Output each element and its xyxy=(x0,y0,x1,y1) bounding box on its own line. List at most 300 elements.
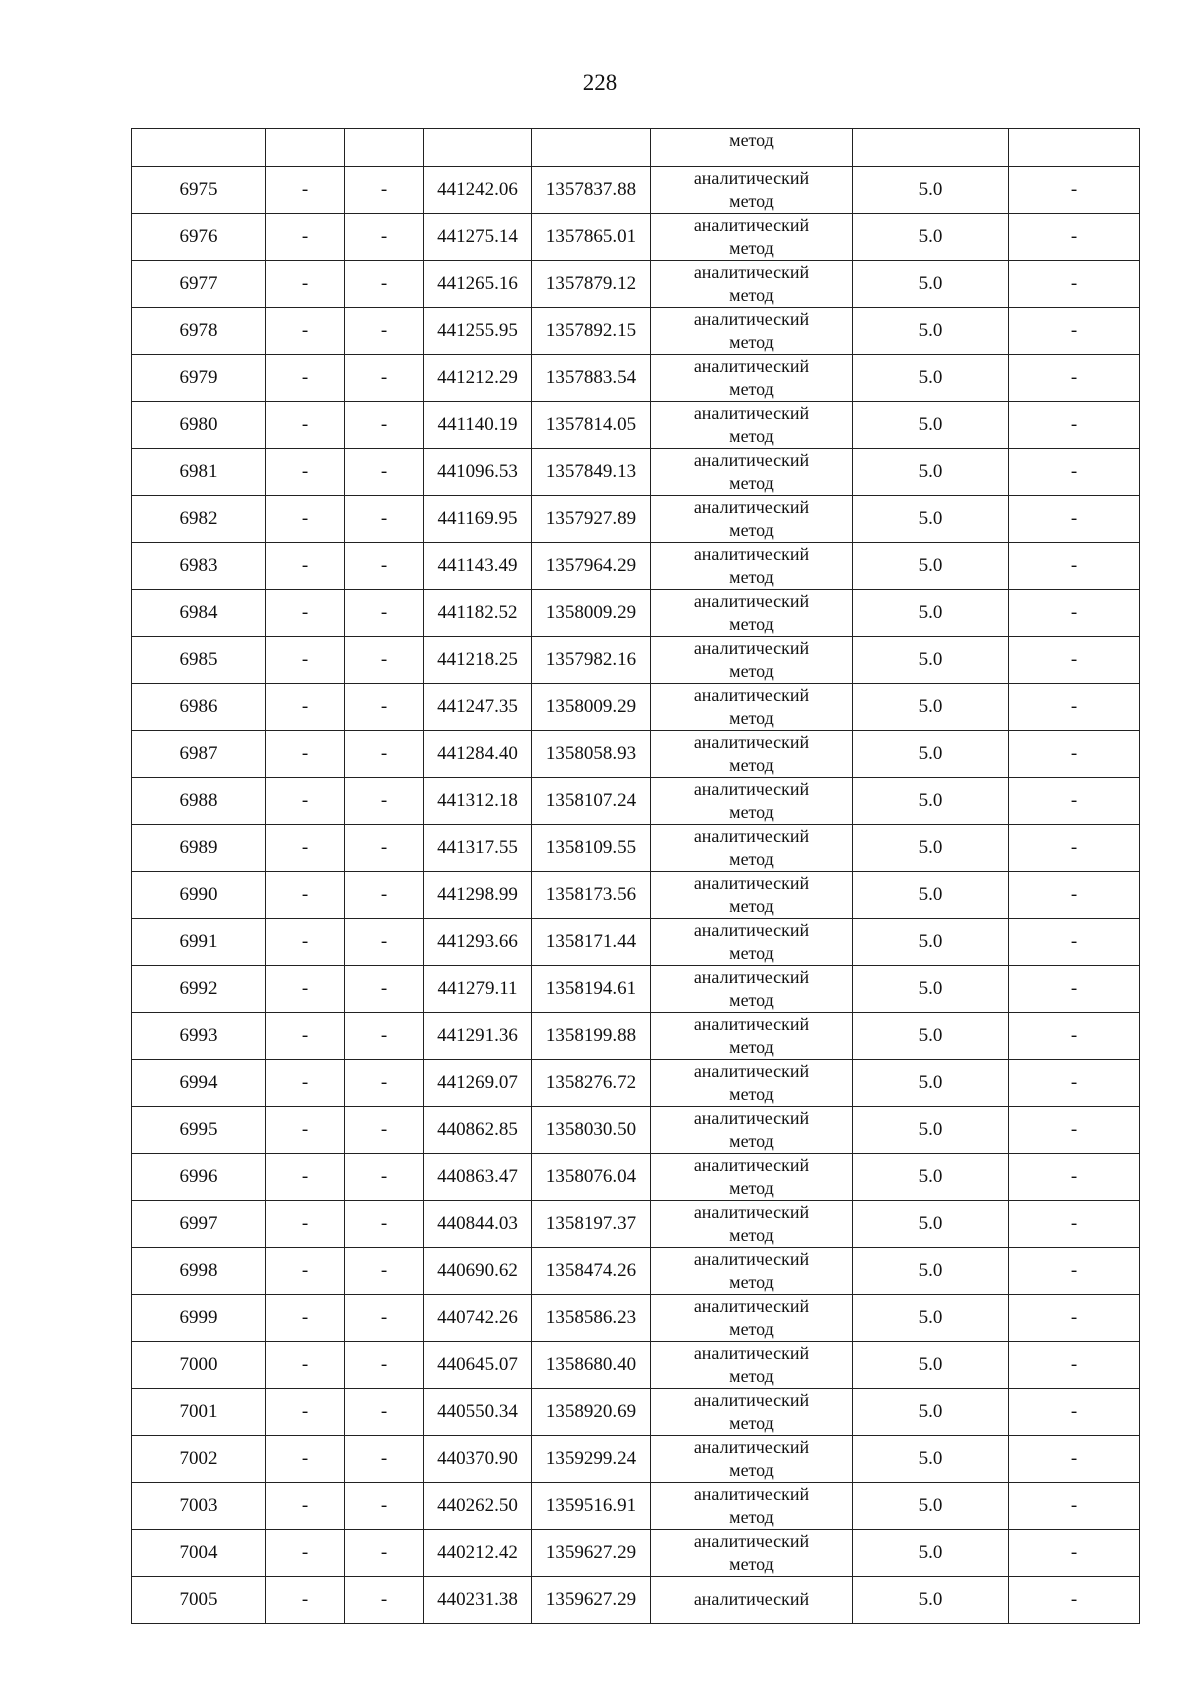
cell-note: - xyxy=(1009,966,1140,1013)
method-line-2: метод xyxy=(729,1366,774,1386)
method-line-2: метод xyxy=(729,802,774,822)
cell-accuracy: 5.0 xyxy=(853,1436,1009,1483)
cell-y-coordinate: 1358197.37 xyxy=(532,1201,651,1248)
table-row xyxy=(132,496,1140,543)
cell-dash: - xyxy=(345,261,424,308)
cell-method xyxy=(651,496,853,543)
cell-point-number: 6996 xyxy=(132,1154,266,1201)
cell-dash: - xyxy=(345,449,424,496)
cell-method xyxy=(651,1295,853,1342)
cell-dash: - xyxy=(345,872,424,919)
cell-accuracy: 5.0 xyxy=(853,825,1009,872)
method-line-2: метод xyxy=(729,332,774,352)
cell-point-number: 6990 xyxy=(132,872,266,919)
cell-method xyxy=(651,1436,853,1483)
cell-dash: - xyxy=(266,496,345,543)
cell-point-number: 6984 xyxy=(132,590,266,637)
cell-note: - xyxy=(1009,637,1140,684)
method-line-2: метод xyxy=(729,238,774,258)
cell-y-coordinate: 1358076.04 xyxy=(532,1154,651,1201)
cell-empty xyxy=(532,129,651,167)
cell-accuracy: 5.0 xyxy=(853,1530,1009,1577)
cell-x-coordinate: 441247.35 xyxy=(424,684,532,731)
table-row xyxy=(132,1530,1140,1577)
cell-empty xyxy=(345,129,424,167)
cell-point-number: 7001 xyxy=(132,1389,266,1436)
cell-x-coordinate: 440863.47 xyxy=(424,1154,532,1201)
cell-method xyxy=(651,1201,853,1248)
cell-note: - xyxy=(1009,1013,1140,1060)
table-row xyxy=(132,402,1140,449)
cell-accuracy: 5.0 xyxy=(853,402,1009,449)
cell-accuracy: 5.0 xyxy=(853,1248,1009,1295)
method-line-2: метод xyxy=(729,708,774,728)
cell-dash: - xyxy=(266,1530,345,1577)
cell-y-coordinate: 1358474.26 xyxy=(532,1248,651,1295)
cell-dash: - xyxy=(345,355,424,402)
cell-point-number: 6998 xyxy=(132,1248,266,1295)
cell-x-coordinate: 441169.95 xyxy=(424,496,532,543)
cell-x-coordinate: 441242.06 xyxy=(424,167,532,214)
method-line-2: метод xyxy=(729,473,774,493)
cell-dash: - xyxy=(266,355,345,402)
cell-note: - xyxy=(1009,308,1140,355)
method-line-1: аналитический xyxy=(693,967,810,987)
cell-y-coordinate: 1358173.56 xyxy=(532,872,651,919)
cell-y-coordinate: 1358920.69 xyxy=(532,1389,651,1436)
method-line-2: метод xyxy=(729,285,774,305)
table-row xyxy=(132,637,1140,684)
cell-x-coordinate: 440212.42 xyxy=(424,1530,532,1577)
table-row xyxy=(132,1342,1140,1389)
cell-x-coordinate: 441255.95 xyxy=(424,308,532,355)
cell-dash: - xyxy=(345,402,424,449)
cell-method xyxy=(651,1060,853,1107)
cell-y-coordinate: 1357982.16 xyxy=(532,637,651,684)
cell-dash: - xyxy=(345,919,424,966)
cell-dash: - xyxy=(266,214,345,261)
method-line-2: метод xyxy=(729,520,774,540)
cell-dash: - xyxy=(345,167,424,214)
cell-accuracy: 5.0 xyxy=(853,308,1009,355)
cell-point-number: 6977 xyxy=(132,261,266,308)
cell-point-number: 6987 xyxy=(132,731,266,778)
cell-dash: - xyxy=(345,496,424,543)
cell-y-coordinate: 1357883.54 xyxy=(532,355,651,402)
cell-dash: - xyxy=(345,1248,424,1295)
cell-dash: - xyxy=(266,1577,345,1624)
cell-point-number: 6979 xyxy=(132,355,266,402)
cell-dash: - xyxy=(266,1436,345,1483)
cell-y-coordinate: 1358107.24 xyxy=(532,778,651,825)
cell-x-coordinate: 441293.66 xyxy=(424,919,532,966)
cell-point-number: 6986 xyxy=(132,684,266,731)
table-row-continuation xyxy=(132,129,1140,167)
table-row xyxy=(132,919,1140,966)
cell-point-number: 6997 xyxy=(132,1201,266,1248)
table-row xyxy=(132,778,1140,825)
cell-y-coordinate: 1358109.55 xyxy=(532,825,651,872)
method-line-2: метод xyxy=(729,1272,774,1292)
cell-note: - xyxy=(1009,449,1140,496)
table-row xyxy=(132,355,1140,402)
cell-x-coordinate: 440844.03 xyxy=(424,1201,532,1248)
cell-x-coordinate: 441312.18 xyxy=(424,778,532,825)
table-row xyxy=(132,590,1140,637)
method-line-2: метод xyxy=(729,1507,774,1527)
method-line-2: метод xyxy=(729,990,774,1010)
cell-dash: - xyxy=(266,1060,345,1107)
cell-accuracy: 5.0 xyxy=(853,496,1009,543)
cell-point-number: 7002 xyxy=(132,1436,266,1483)
cell-dash: - xyxy=(266,1107,345,1154)
cell-dash: - xyxy=(266,167,345,214)
cell-point-number: 7004 xyxy=(132,1530,266,1577)
cell-accuracy: 5.0 xyxy=(853,919,1009,966)
table-row xyxy=(132,449,1140,496)
cell-note: - xyxy=(1009,1436,1140,1483)
cell-note: - xyxy=(1009,1154,1140,1201)
cell-dash: - xyxy=(266,590,345,637)
cell-dash: - xyxy=(345,731,424,778)
cell-dash: - xyxy=(345,590,424,637)
method-line-2: метод xyxy=(729,191,774,211)
cell-dash: - xyxy=(266,1342,345,1389)
cell-note: - xyxy=(1009,1483,1140,1530)
cell-x-coordinate: 440690.62 xyxy=(424,1248,532,1295)
cell-method xyxy=(651,355,853,402)
method-line-1: аналитический xyxy=(693,544,810,564)
cell-x-coordinate: 440550.34 xyxy=(424,1389,532,1436)
method-line-1: аналитический xyxy=(693,732,810,752)
cell-dash: - xyxy=(345,778,424,825)
table-row xyxy=(132,1577,1140,1624)
cell-x-coordinate: 441291.36 xyxy=(424,1013,532,1060)
table-row xyxy=(132,308,1140,355)
cell-y-coordinate: 1357814.05 xyxy=(532,402,651,449)
cell-accuracy: 5.0 xyxy=(853,1060,1009,1107)
cell-dash: - xyxy=(266,402,345,449)
cell-method xyxy=(651,543,853,590)
cell-dash: - xyxy=(266,872,345,919)
cell-x-coordinate: 440231.38 xyxy=(424,1577,532,1624)
method-line-1: аналитический xyxy=(693,1296,810,1316)
cell-accuracy: 5.0 xyxy=(853,449,1009,496)
coordinates-table xyxy=(131,128,1140,1624)
cell-dash: - xyxy=(345,1577,424,1624)
cell-method xyxy=(651,1483,853,1530)
method-line-1: аналитический xyxy=(693,873,810,893)
method-line-2: метод xyxy=(729,661,774,681)
cell-point-number: 6992 xyxy=(132,966,266,1013)
cell-point-number: 6980 xyxy=(132,402,266,449)
method-line-2: метод xyxy=(729,1554,774,1574)
cell-dash: - xyxy=(266,1295,345,1342)
cell-note: - xyxy=(1009,1342,1140,1389)
cell-dash: - xyxy=(266,308,345,355)
cell-note: - xyxy=(1009,1107,1140,1154)
cell-method xyxy=(651,449,853,496)
cell-y-coordinate: 1358058.93 xyxy=(532,731,651,778)
table-row xyxy=(132,1154,1140,1201)
cell-method xyxy=(651,1577,853,1624)
cell-y-coordinate: 1359299.24 xyxy=(532,1436,651,1483)
method-line-1: аналитический xyxy=(693,497,810,517)
method-line-1: аналитический xyxy=(693,1155,810,1175)
method-line-2: метод xyxy=(729,1319,774,1339)
cell-method: метод xyxy=(651,129,853,167)
cell-y-coordinate: 1357865.01 xyxy=(532,214,651,261)
table-row xyxy=(132,1295,1140,1342)
cell-dash: - xyxy=(266,449,345,496)
cell-empty xyxy=(1009,129,1140,167)
method-line-2: метод xyxy=(729,1084,774,1104)
cell-empty xyxy=(266,129,345,167)
method-line-1: аналитический xyxy=(693,262,810,282)
cell-point-number: 6982 xyxy=(132,496,266,543)
cell-x-coordinate: 441140.19 xyxy=(424,402,532,449)
table-row xyxy=(132,825,1140,872)
cell-dash: - xyxy=(266,825,345,872)
cell-x-coordinate: 441298.99 xyxy=(424,872,532,919)
cell-accuracy: 5.0 xyxy=(853,590,1009,637)
cell-accuracy: 5.0 xyxy=(853,1577,1009,1624)
cell-point-number: 6975 xyxy=(132,167,266,214)
cell-point-number: 7005 xyxy=(132,1577,266,1624)
cell-dash: - xyxy=(345,684,424,731)
cell-dash: - xyxy=(266,261,345,308)
method-line-2: метод xyxy=(729,755,774,775)
cell-point-number: 7000 xyxy=(132,1342,266,1389)
cell-dash: - xyxy=(266,684,345,731)
cell-point-number: 6994 xyxy=(132,1060,266,1107)
cell-accuracy: 5.0 xyxy=(853,1295,1009,1342)
method-line-1: аналитический xyxy=(693,685,810,705)
cell-y-coordinate: 1359516.91 xyxy=(532,1483,651,1530)
cell-x-coordinate: 441279.11 xyxy=(424,966,532,1013)
cell-method xyxy=(651,637,853,684)
cell-method xyxy=(651,872,853,919)
table-row xyxy=(132,1248,1140,1295)
cell-method xyxy=(651,261,853,308)
cell-x-coordinate: 440645.07 xyxy=(424,1342,532,1389)
cell-x-coordinate: 441143.49 xyxy=(424,543,532,590)
cell-point-number: 7003 xyxy=(132,1483,266,1530)
cell-accuracy: 5.0 xyxy=(853,1107,1009,1154)
method-line-1: аналитический xyxy=(693,1484,810,1504)
method-line-2: метод xyxy=(729,1131,774,1151)
cell-method xyxy=(651,308,853,355)
method-line-1: аналитический xyxy=(693,215,810,235)
method-line-2: метод xyxy=(729,567,774,587)
cell-method xyxy=(651,1107,853,1154)
method-line-1: аналитический xyxy=(693,1437,810,1457)
cell-method xyxy=(651,684,853,731)
cell-dash: - xyxy=(345,1389,424,1436)
cell-method xyxy=(651,1248,853,1295)
cell-empty xyxy=(424,129,532,167)
cell-method xyxy=(651,1342,853,1389)
cell-x-coordinate: 441096.53 xyxy=(424,449,532,496)
cell-accuracy: 5.0 xyxy=(853,684,1009,731)
cell-note: - xyxy=(1009,684,1140,731)
method-line-1: аналитический xyxy=(693,1061,810,1081)
cell-y-coordinate: 1357879.12 xyxy=(532,261,651,308)
cell-method xyxy=(651,966,853,1013)
cell-point-number: 6991 xyxy=(132,919,266,966)
cell-x-coordinate: 441284.40 xyxy=(424,731,532,778)
table-row xyxy=(132,543,1140,590)
cell-accuracy: 5.0 xyxy=(853,261,1009,308)
cell-empty xyxy=(132,129,266,167)
method-line-1: аналитический xyxy=(693,1014,810,1034)
cell-y-coordinate: 1359627.29 xyxy=(532,1530,651,1577)
cell-y-coordinate: 1358276.72 xyxy=(532,1060,651,1107)
cell-point-number: 6988 xyxy=(132,778,266,825)
method-line-1: аналитический xyxy=(693,1108,810,1128)
method-line-2: метод xyxy=(729,379,774,399)
cell-note: - xyxy=(1009,1577,1140,1624)
cell-x-coordinate: 441212.29 xyxy=(424,355,532,402)
cell-note: - xyxy=(1009,731,1140,778)
cell-dash: - xyxy=(345,1436,424,1483)
table-row xyxy=(132,1107,1140,1154)
method-line-1: аналитический xyxy=(693,638,810,658)
cell-note: - xyxy=(1009,778,1140,825)
cell-dash: - xyxy=(266,731,345,778)
cell-note: - xyxy=(1009,825,1140,872)
cell-note: - xyxy=(1009,919,1140,966)
cell-accuracy: 5.0 xyxy=(853,966,1009,1013)
method-line-2: метод xyxy=(729,1037,774,1057)
cell-note: - xyxy=(1009,590,1140,637)
page-number: 228 xyxy=(582,70,618,95)
cell-method xyxy=(651,1389,853,1436)
cell-x-coordinate: 441269.07 xyxy=(424,1060,532,1107)
cell-accuracy: 5.0 xyxy=(853,214,1009,261)
cell-point-number: 6999 xyxy=(132,1295,266,1342)
cell-note: - xyxy=(1009,355,1140,402)
table-row xyxy=(132,966,1140,1013)
cell-x-coordinate: 440862.85 xyxy=(424,1107,532,1154)
cell-accuracy: 5.0 xyxy=(853,167,1009,214)
cell-y-coordinate: 1357837.88 xyxy=(532,167,651,214)
table-row xyxy=(132,167,1140,214)
cell-method xyxy=(651,731,853,778)
cell-point-number: 6981 xyxy=(132,449,266,496)
table-row xyxy=(132,731,1140,778)
cell-y-coordinate: 1358171.44 xyxy=(532,919,651,966)
cell-method xyxy=(651,1530,853,1577)
cell-y-coordinate: 1357927.89 xyxy=(532,496,651,543)
method-line-2: метод xyxy=(729,426,774,446)
cell-method xyxy=(651,167,853,214)
cell-dash: - xyxy=(345,1483,424,1530)
cell-note: - xyxy=(1009,1201,1140,1248)
cell-y-coordinate: 1358030.50 xyxy=(532,1107,651,1154)
table-row xyxy=(132,1436,1140,1483)
cell-dash: - xyxy=(345,1060,424,1107)
table-row xyxy=(132,214,1140,261)
method-line-1: аналитический xyxy=(693,1390,810,1410)
cell-point-number: 6989 xyxy=(132,825,266,872)
cell-dash: - xyxy=(345,1013,424,1060)
cell-method xyxy=(651,778,853,825)
cell-dash: - xyxy=(266,1248,345,1295)
cell-y-coordinate: 1358586.23 xyxy=(532,1295,651,1342)
cell-accuracy: 5.0 xyxy=(853,1201,1009,1248)
cell-y-coordinate: 1357892.15 xyxy=(532,308,651,355)
cell-dash: - xyxy=(345,543,424,590)
cell-dash: - xyxy=(266,1154,345,1201)
method-line-1: аналитический xyxy=(693,450,810,470)
cell-y-coordinate: 1358680.40 xyxy=(532,1342,651,1389)
cell-y-coordinate: 1357964.29 xyxy=(532,543,651,590)
method-line-2: метод xyxy=(729,943,774,963)
cell-accuracy: 5.0 xyxy=(853,1342,1009,1389)
table-row xyxy=(132,684,1140,731)
cell-note: - xyxy=(1009,214,1140,261)
cell-point-number: 6978 xyxy=(132,308,266,355)
cell-dash: - xyxy=(345,1201,424,1248)
method-line-1: аналитический xyxy=(693,356,810,376)
method-line-2: метод xyxy=(729,1178,774,1198)
cell-y-coordinate: 1358199.88 xyxy=(532,1013,651,1060)
cell-point-number: 6983 xyxy=(132,543,266,590)
cell-point-number: 6976 xyxy=(132,214,266,261)
method-line-1: аналитический xyxy=(693,403,810,423)
cell-dash: - xyxy=(266,1483,345,1530)
cell-dash: - xyxy=(266,919,345,966)
cell-x-coordinate: 441218.25 xyxy=(424,637,532,684)
cell-dash: - xyxy=(266,966,345,1013)
cell-y-coordinate: 1359627.29 xyxy=(532,1577,651,1624)
cell-dash: - xyxy=(345,308,424,355)
cell-x-coordinate: 440742.26 xyxy=(424,1295,532,1342)
cell-dash: - xyxy=(266,778,345,825)
method-line-2: метод xyxy=(729,849,774,869)
cell-accuracy: 5.0 xyxy=(853,637,1009,684)
method-line-1: аналитический xyxy=(693,920,810,940)
cell-dash: - xyxy=(345,1295,424,1342)
cell-accuracy: 5.0 xyxy=(853,1483,1009,1530)
cell-note: - xyxy=(1009,872,1140,919)
cell-dash: - xyxy=(345,637,424,684)
method-line-1: аналитический xyxy=(693,591,810,611)
cell-note: - xyxy=(1009,1060,1140,1107)
cell-method xyxy=(651,1154,853,1201)
cell-dash: - xyxy=(345,1107,424,1154)
table-row xyxy=(132,872,1140,919)
cell-dash: - xyxy=(345,825,424,872)
cell-y-coordinate: 1358009.29 xyxy=(532,590,651,637)
cell-x-coordinate: 440370.90 xyxy=(424,1436,532,1483)
cell-dash: - xyxy=(266,543,345,590)
method-line-1: аналитический xyxy=(693,1202,810,1222)
cell-dash: - xyxy=(266,1201,345,1248)
cell-x-coordinate: 440262.50 xyxy=(424,1483,532,1530)
cell-accuracy: 5.0 xyxy=(853,1154,1009,1201)
method-line-1: аналитический xyxy=(693,1343,810,1363)
cell-accuracy: 5.0 xyxy=(853,543,1009,590)
cell-method xyxy=(651,590,853,637)
cell-dash: - xyxy=(266,1013,345,1060)
cell-accuracy: 5.0 xyxy=(853,355,1009,402)
method-line-1: аналитический xyxy=(693,779,810,799)
cell-dash: - xyxy=(266,637,345,684)
table-row xyxy=(132,261,1140,308)
cell-accuracy: 5.0 xyxy=(853,872,1009,919)
